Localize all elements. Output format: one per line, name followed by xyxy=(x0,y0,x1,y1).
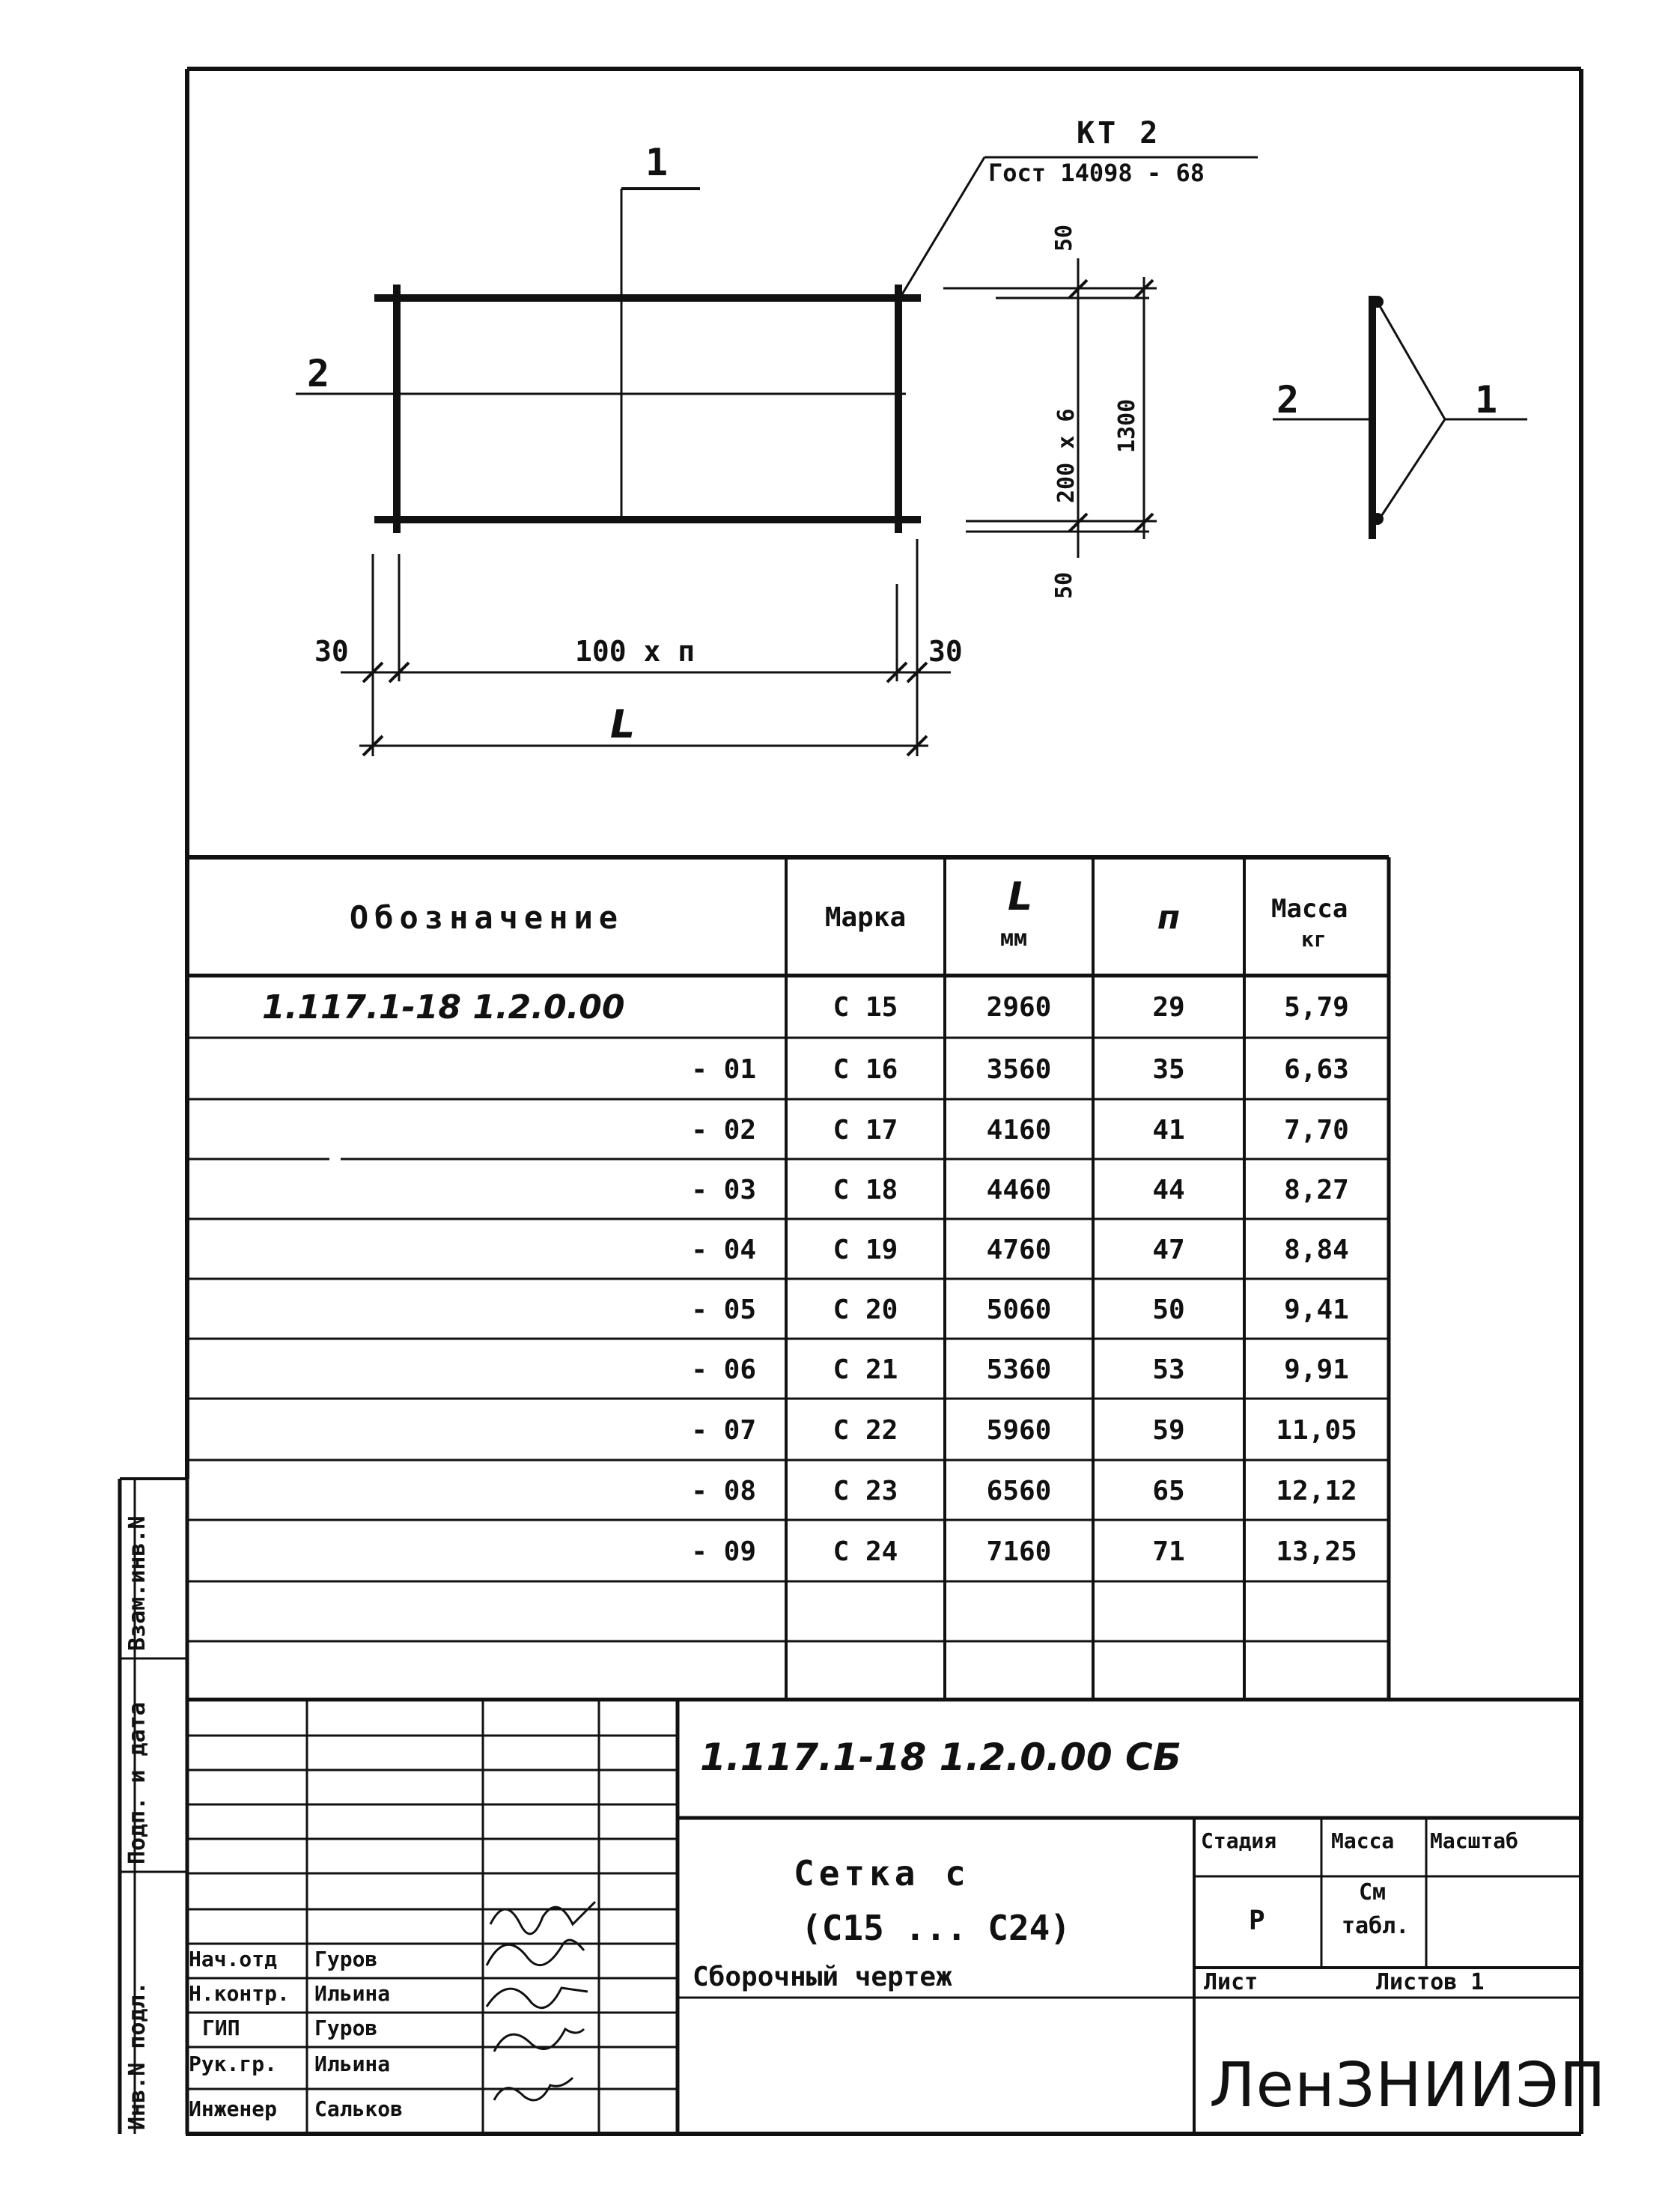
section-mark-2: 2 xyxy=(307,352,330,395)
table-row-mass: 12,12 xyxy=(1276,1475,1357,1506)
table-row-designation: - 05 xyxy=(691,1294,756,1325)
sheet-label: Лист xyxy=(1204,1969,1259,1995)
header-mass xyxy=(1244,861,1389,973)
header-mass-label: Масса xyxy=(1271,894,1348,924)
header-length-unit: мм xyxy=(1000,925,1028,952)
table-row-mark: С 21 xyxy=(833,1354,898,1385)
table-row-length: 7160 xyxy=(986,1536,1052,1567)
staff-role: Н.контр. xyxy=(189,1981,290,2006)
title-line-1: Сетка с xyxy=(794,1853,970,1894)
dim-total: L xyxy=(610,702,636,747)
table-row-designation: - 09 xyxy=(691,1536,756,1567)
dim-vertical-spacing: 200 х 6 xyxy=(1053,408,1080,503)
table-row-mark: С 19 xyxy=(833,1234,898,1265)
header-designation: Обозначение xyxy=(349,898,624,936)
staff-role: ГИП xyxy=(202,2016,240,2040)
table-row-length: 5060 xyxy=(986,1294,1052,1325)
table-row-mass: 9,91 xyxy=(1284,1354,1349,1385)
table-row-length: 4460 xyxy=(986,1174,1052,1205)
table-row-mark: С 18 xyxy=(833,1174,898,1205)
table-row-mark: С 23 xyxy=(833,1475,898,1506)
weld-label: КТ 2 xyxy=(1077,116,1161,150)
table-row-count: 47 xyxy=(1152,1234,1185,1265)
table-row-mark: С 16 xyxy=(833,1053,898,1085)
table-row-designation: - 02 xyxy=(691,1114,756,1146)
dim-bottom-offset: 50 xyxy=(1051,571,1077,599)
staff-name: Ильина xyxy=(314,1981,391,2006)
dim-left-offset: 30 xyxy=(314,635,349,668)
table-row-designation: 1.117.1-18 1.2.0.00 xyxy=(262,988,625,1027)
weld-standard: Гост 14098 - 68 xyxy=(988,159,1205,187)
doc-code: 1.117.1-18 1.2.0.00 СБ xyxy=(700,1736,1181,1779)
table-row-count: 65 xyxy=(1152,1475,1185,1506)
table-row-length: 6560 xyxy=(986,1475,1052,1506)
side-stamp-inv-podl: Инв.N подл. xyxy=(124,1981,150,2130)
table-row-count: 71 xyxy=(1152,1536,1185,1567)
mass-header: Масса xyxy=(1331,1828,1395,1853)
table-row-mass: 7,70 xyxy=(1284,1114,1349,1146)
staff-name: Гуров xyxy=(314,1947,378,1971)
table-row-count: 50 xyxy=(1152,1294,1185,1325)
staff-role: Рук.гр. xyxy=(189,2052,278,2076)
stage-header: Стадия xyxy=(1201,1828,1277,1853)
header-count: п xyxy=(1157,898,1181,937)
table-row-count: 59 xyxy=(1152,1414,1185,1446)
dim-height: 1300 xyxy=(1114,398,1140,453)
scale-header: Масштаб xyxy=(1430,1828,1519,1853)
title-line-3: Сборочный чертеж xyxy=(693,1962,952,1992)
staff-role: Нач.отд xyxy=(189,1947,278,1971)
table-row-count: 53 xyxy=(1152,1354,1185,1385)
table-row-length: 5360 xyxy=(986,1354,1052,1385)
section-label-left: 2 xyxy=(1276,378,1300,422)
table-row-mass: 5,79 xyxy=(1284,991,1349,1023)
table-row-count: 35 xyxy=(1152,1053,1185,1085)
table-row-designation: - 04 xyxy=(691,1234,756,1265)
table-row-mark: С 20 xyxy=(833,1294,898,1325)
table-row-mark: С 22 xyxy=(833,1414,898,1446)
side-stamp-vzam-inv: Взам.инв.N xyxy=(124,1515,150,1651)
stage-value: Р xyxy=(1249,1906,1265,1936)
table-row-mark: С 24 xyxy=(833,1536,898,1567)
side-stamp-podp-data: Подп. и дата xyxy=(124,1702,150,1864)
table-row-length: 2960 xyxy=(986,991,1052,1023)
organization-logo: ЛенЗНИИЭП xyxy=(1209,2050,1607,2121)
dim-spacing: 100 х п xyxy=(575,635,696,668)
table-row-count: 44 xyxy=(1152,1174,1185,1205)
table-row-mass: 6,63 xyxy=(1284,1053,1349,1085)
table-row-mass: 9,41 xyxy=(1284,1294,1349,1325)
table-row-mark: С 15 xyxy=(833,991,898,1023)
table-row-length: 4160 xyxy=(986,1114,1052,1146)
table-row-length: 5960 xyxy=(986,1414,1052,1446)
mass-value-2: табл. xyxy=(1342,1913,1410,1939)
section-label-right: 1 xyxy=(1475,378,1498,422)
dim-right-offset: 30 xyxy=(928,635,963,668)
table-row-mass: 8,84 xyxy=(1284,1234,1349,1265)
staff-name: Сальков xyxy=(314,2096,404,2121)
staff-name: Гуров xyxy=(314,2016,378,2040)
table-row-designation: - 08 xyxy=(691,1475,756,1506)
staff-name: Ильина xyxy=(314,2052,391,2076)
assembly-drawing xyxy=(0,0,1680,857)
staff-role: Инженер xyxy=(189,2096,278,2121)
table-row-mass: 11,05 xyxy=(1276,1414,1357,1446)
mass-value-1: См xyxy=(1359,1879,1387,1906)
header-mark: Марка xyxy=(824,901,907,933)
title-line-2: (С15 ... С24) xyxy=(801,1908,1071,1948)
table-row-mark: С 17 xyxy=(833,1114,898,1146)
table-row-designation: - 06 xyxy=(691,1354,756,1385)
table-row-length: 3560 xyxy=(986,1053,1052,1085)
table-row-length: 4760 xyxy=(986,1234,1052,1265)
table-row-designation: - 01 xyxy=(691,1053,756,1085)
table-row-designation: - 03 xyxy=(691,1174,756,1205)
header-length-symbol: L xyxy=(1008,875,1033,919)
section-mark-1: 1 xyxy=(645,141,669,184)
table-row-mass: 8,27 xyxy=(1284,1174,1349,1205)
table-row-count: 41 xyxy=(1152,1114,1185,1146)
dim-top-offset: 50 xyxy=(1051,224,1077,252)
table-row-designation: - 07 xyxy=(691,1414,756,1446)
header-length xyxy=(945,861,1093,973)
header-mass-unit: кг xyxy=(1301,927,1327,952)
sheets-label: Листов 1 xyxy=(1376,1969,1485,1995)
table-row-mass: 13,25 xyxy=(1276,1536,1357,1567)
signatures xyxy=(487,1902,595,2100)
table-row-count: 29 xyxy=(1152,991,1185,1023)
